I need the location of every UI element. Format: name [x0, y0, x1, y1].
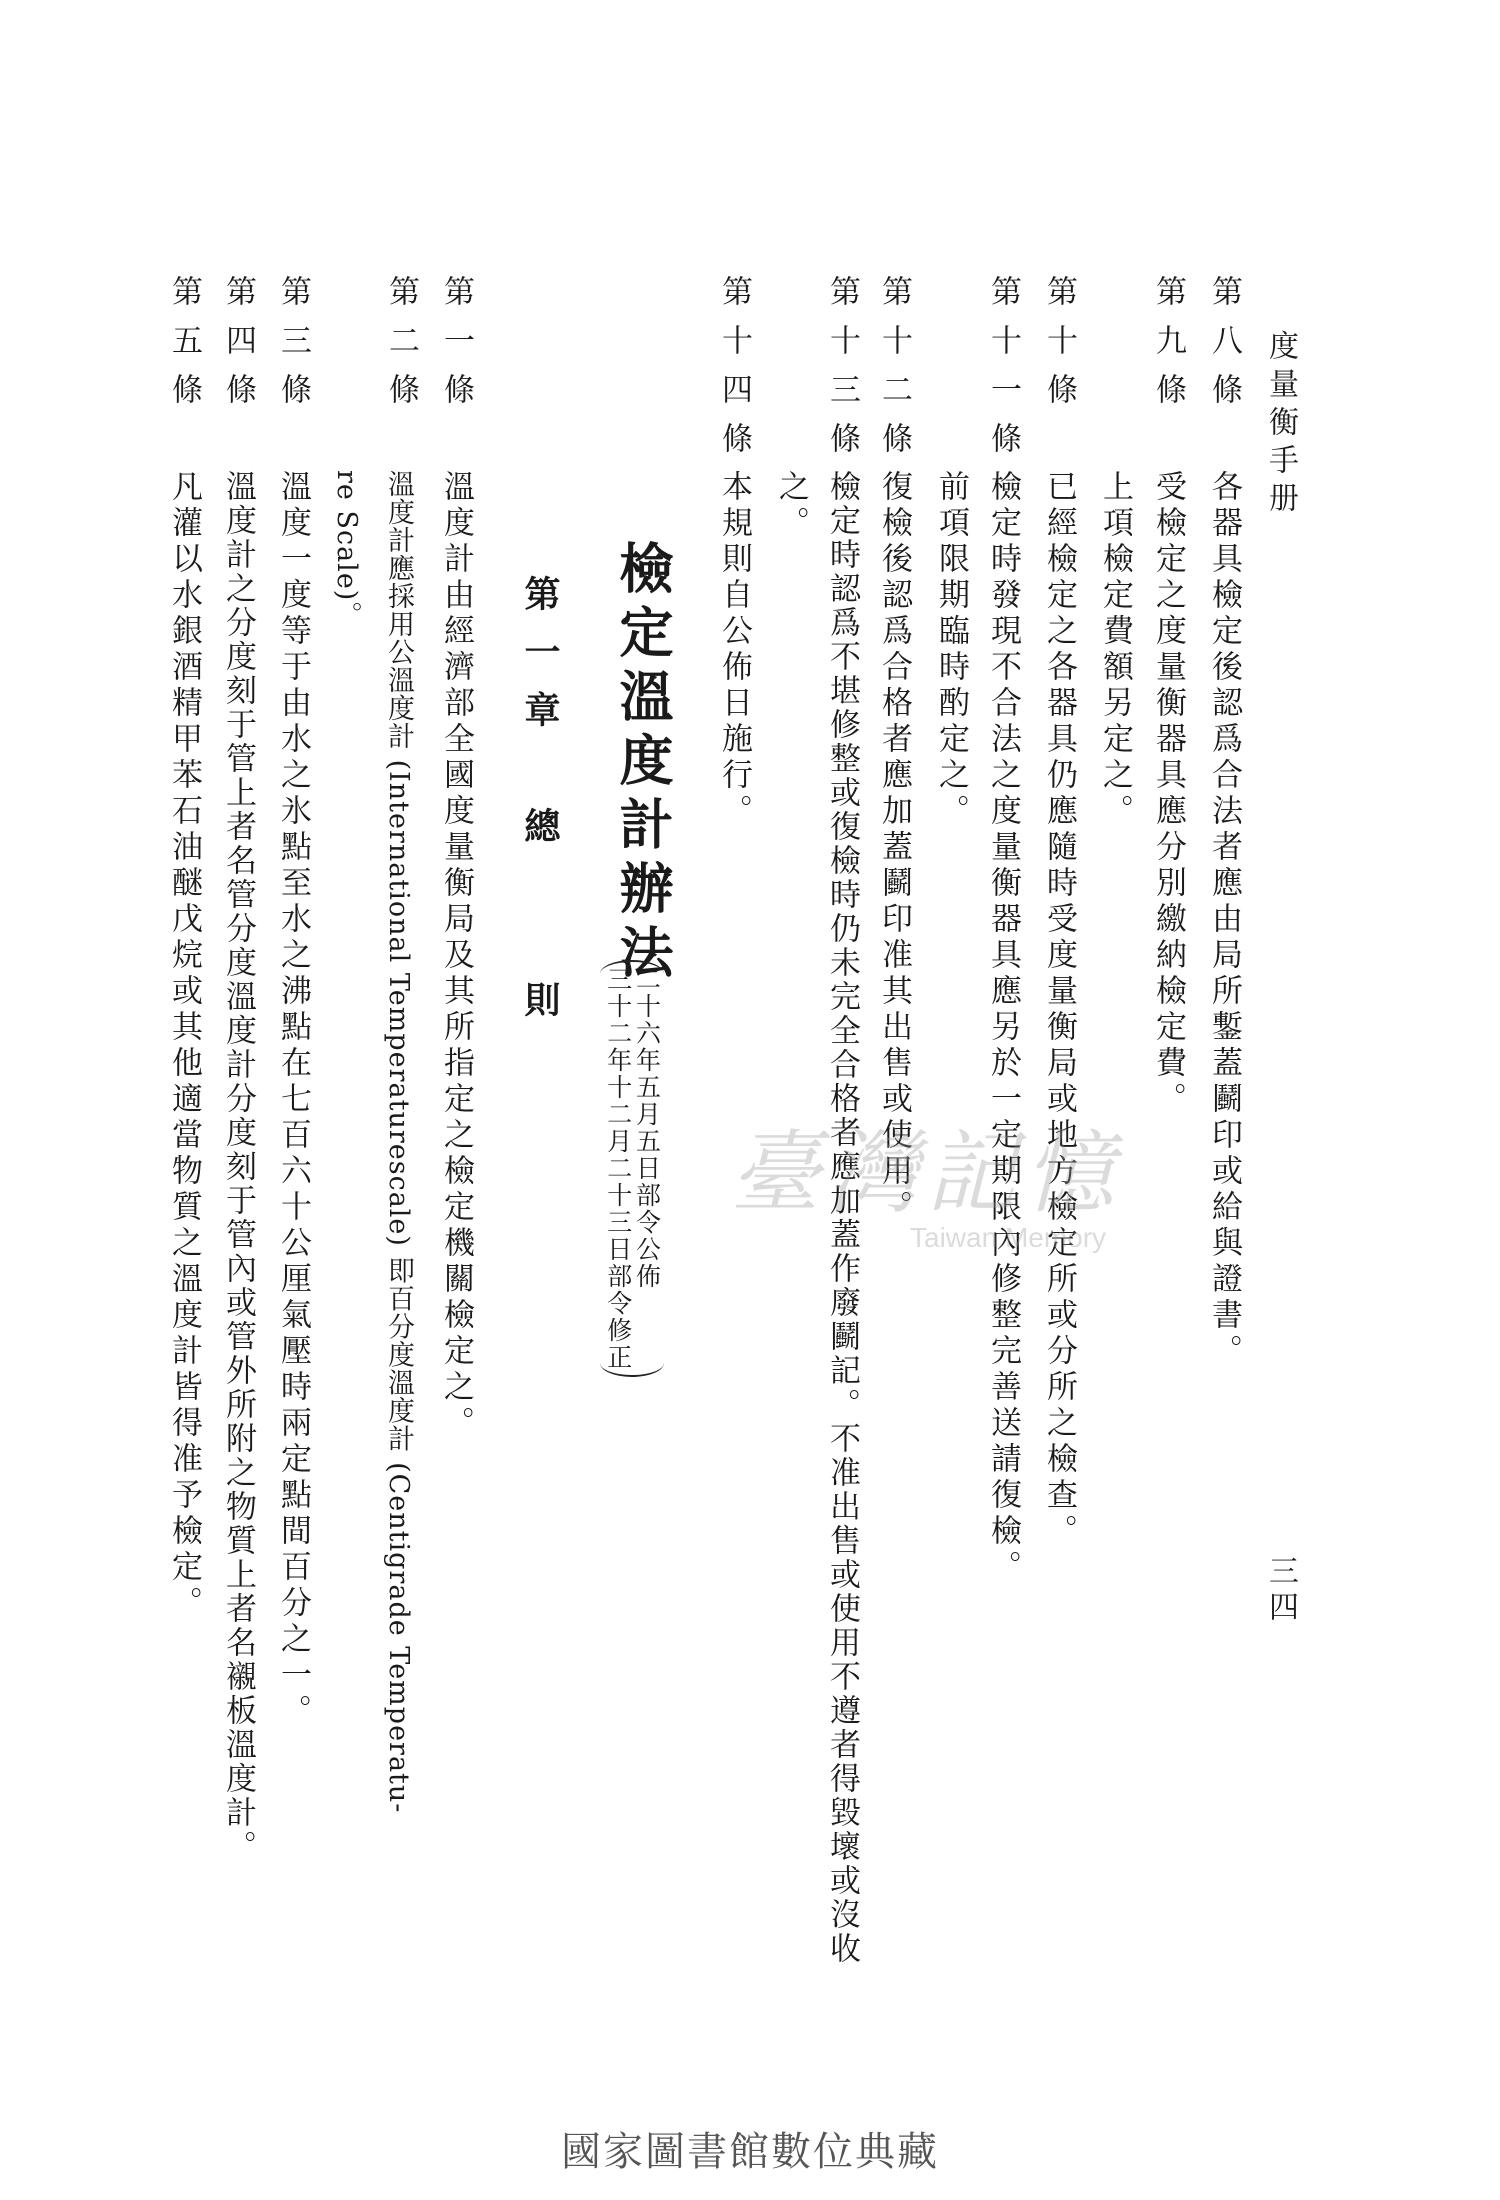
article-text: re Scale)。	[331, 470, 362, 630]
article-label: 第九條	[1150, 275, 1186, 422]
article-label: 第二條	[383, 275, 419, 422]
chapter-heading: 第一章 總 則	[519, 575, 561, 1039]
article-text: 受檢定之度量衡器具應分別繳納檢定費。	[1150, 470, 1186, 1118]
article-label: 第十條	[1041, 275, 1077, 422]
running-header-title: 度量衡手册	[1263, 330, 1298, 520]
article-text: 溫度計之分度刻于管上者名管分度溫度計分度刻于管內或管外所附之物質上者名襯板溫度計。	[220, 470, 256, 1864]
article-text: 前項限期臨時酌定之。	[933, 470, 969, 830]
section-date-notes	[600, 960, 664, 1377]
footer-caption: 國家圖書館數位典藏	[561, 2129, 939, 2175]
watermark-logo-text: 臺灣記憶	[730, 1121, 1122, 1226]
article-label: 第八條	[1206, 275, 1242, 422]
watermark-subtext: Taiwan Memory	[910, 1222, 1107, 1253]
article-label: 第十三條	[824, 275, 860, 471]
article-text: 溫度計由經濟部全國度量衡局及其所指定之檢定機關檢定之。	[438, 470, 474, 1442]
taiwan-memory-watermark	[730, 1100, 1190, 1253]
amendment-date: 三十二年十二月二十三日部令修正	[603, 966, 633, 1371]
section-title: 檢定溫度計辦法	[611, 540, 675, 988]
article-label: 第三條	[275, 275, 311, 422]
article-text: 檢定時認爲不堪修整或復檢時仍未完全合格者應加蓋作廢鬬記。不准出售或使用不遵者得毀壞或沒收	[824, 470, 860, 1966]
article-text: 本規則自公佈日施行。	[716, 470, 752, 830]
article-text: 已經檢定之各器具仍應隨時受度量衡局或地方檢定所或分所之檢查。	[1041, 470, 1077, 1550]
page-number: 三四	[1263, 1555, 1298, 1627]
article-text: 上項檢定費額另定之。	[1097, 470, 1133, 830]
article-text: 各器具檢定後認爲合法者應由局所鏨蓋鬬印或給與證書。	[1206, 470, 1242, 1370]
article-text: 之。	[773, 470, 809, 542]
article-text: 凡灌以水銀酒精甲苯石油醚戊烷或其他適當物質之溫度計皆得准予檢定。	[166, 470, 202, 1622]
article-text: 檢定時發現不合法之度量衡器具應另於一定期限內修整完善送請復檢。	[985, 470, 1021, 1586]
article-text: 溫度一度等于由水之氷點至水之沸點在七百六十公厘氣壓時兩定點間百分之一。	[275, 470, 311, 1730]
article-label: 第十四條	[716, 275, 752, 471]
article-text: 溫度計應採用公溫度計 (International Temperaturescale) 即百分度溫度計 (Centigrade Temperatu-	[383, 470, 414, 1814]
article-label: 第五條	[166, 275, 202, 422]
article-label: 第四條	[220, 275, 256, 422]
article-label: 第十二條	[876, 275, 912, 471]
article-text: 復檢後認爲合格者應加蓋鬬印准其出售或使用。	[876, 470, 912, 1226]
article-label: 第一條	[438, 275, 474, 422]
promulgation-date: 二十六年五月五日部令公佈	[632, 966, 662, 1290]
article-label: 第十一條	[985, 275, 1021, 471]
